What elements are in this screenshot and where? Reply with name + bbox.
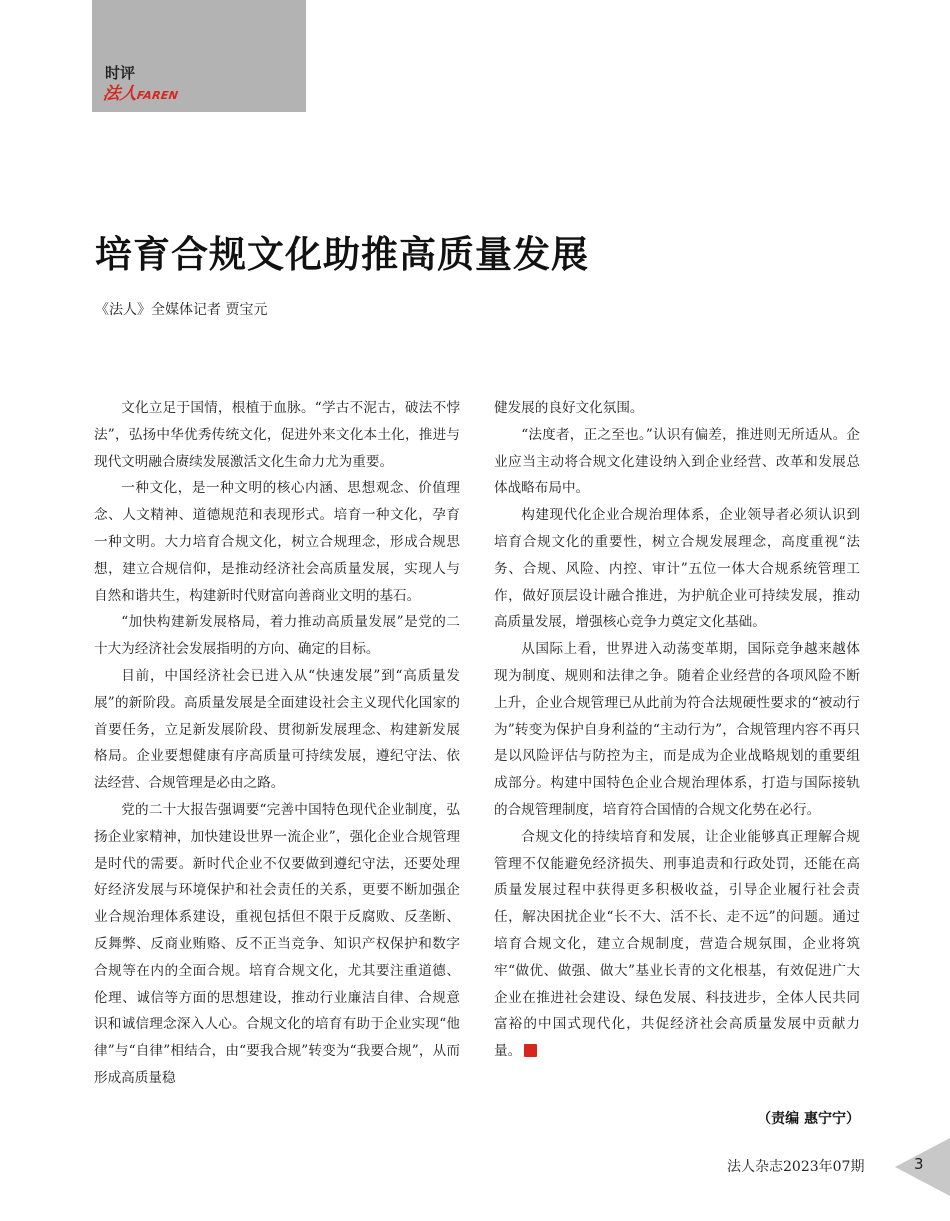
editor-credit: （责编 惠宁宁） xyxy=(757,1111,860,1127)
paragraph-continuation: 健发展的良好文化氛围。 xyxy=(494,400,644,416)
paragraph: 从国际上看，世界进入动荡变革期，国际竞争越来越体现为制度、规则和法律之争。随着企业经营的各项风险不断上升，企业合规管理已从此前为符合法规硬性要求的“被动行为”转变为保护自身利益的“主动行为”，合规管理内容不再只是以风险评估与防控为主，而是成为企业战略规划的重要组成部分。构建中国特色企业合规治理体系，打造与国际接轨的合规管理制度，培育符合国情的合规文化势在必行。 xyxy=(494,641,860,818)
paragraph: 构建现代化企业合规治理体系，企业领导者必须认识到培育合规文化的重要性，树立合规发展理念，高度重视“法务、合规、风险、内控、审计”五位一体大合规系统管理工作，做好顶层设计融合推进，为护航企业可持续发展，推动高质量发展，增强核心竞争力奠定文化基础。 xyxy=(494,507,860,631)
left-column xyxy=(94,395,460,1092)
paragraph: 一种文化，是一种文明的核心内涵、思想观念、价值理念、人文精神、道德规范和表现形式。培育一种文化，孕育一种文明。大力培育合规文化，树立合规理念，形成合规思想，建立合规信仰，是推动经济社会高质量发展，实现人与自然和谐共生，构建新时代财富向善商业文明的基石。 xyxy=(94,480,460,604)
paragraph: “加快构建新发展格局，着力推动高质量发展”是党的二十大为经济社会发展指明的方向、确定的目标。 xyxy=(94,614,460,658)
logo-cn-text: 法人 xyxy=(101,84,139,104)
paragraph: 目前，中国经济社会已进入从“快速发展”到“高质量发展”的新阶段。高质量发展是全面建设社会主义现代化国家的首要任务，立足新发展阶段、贯彻新发展理念、构建新发展格局。企业要想健康有序高质量可持续发展，遵纪守法、依法经营、合规管理是必由之路。 xyxy=(94,667,460,792)
last-paragraph xyxy=(494,824,860,1065)
faren-logo xyxy=(102,86,180,103)
footer-issue: 法人杂志2023年07期 xyxy=(727,1159,865,1175)
header-block xyxy=(92,0,306,112)
article-title: 培育合规文化助推高质量发展 xyxy=(95,233,589,276)
section-label: 时评 xyxy=(105,64,136,82)
logo-en-text: FAREN xyxy=(135,89,180,102)
paragraph-text: 合规文化的持续培育和发展，让企业能够真正理解合规管理不仅能避免经济损失、刑事追责和行政处罚，还能在高质量发展过程中获得更多积极收益，引导企业履行社会责任，解决困扰企业“长不大、活不长、走不远”的问题。通过培育合规文化，建立合规制度，营造合规氛围，企业将筑牢“做优、做强、做大”基业长青的文化根基，有效促进广大企业在推进社会建设、绿色发展、科技进步，全体人民共同富裕的中国式现代化，共促经济社会高质量发展中贡献力量。 xyxy=(494,828,860,1060)
paragraph: “法度者，正之至也。”认识有偏差，推进则无所适从。企业应当主动将合规文化建设纳入到企业经营、改革和发展总体战略布局中。 xyxy=(494,426,860,497)
end-mark-icon xyxy=(524,1044,537,1057)
paragraph: 文化立足于国情，根植于血脉。“学古不泥古，破法不悖法”，弘扬中华优秀传统文化，促进外来文化本土化，推进与现代文明融合赓续发展激活文化生命力尤为重要。 xyxy=(94,400,460,470)
right-column xyxy=(494,395,860,1065)
paragraph: 党的二十大报告强调要“完善中国特色现代企业制度，弘扬企业家精神，加快建设世界一流企业”，强化企业合规管理是时代的需要。新时代企业不仅要做到遵纪守法，还要处理好经济发展与环境保护和社会责任的关系，更要不断加强企业合规治理体系建设，重视包括但不限于反腐败、反垄断、反舞弊、反商业贿赂、反不正当竞争、知识产权保护和数字合规等在内的全面合规。培育合规文化，尤其要注重道德、伦理、诚信等方面的思想建设，推动行业廉洁自律、合规意识和诚信理念深入人心。合规文化的培育有助于企业实现“他律”与“自律”相结合，由“要我合规”转变为“我要合规”，从而形成高质量稳 xyxy=(94,801,460,1086)
article-byline: 《法人》全媒体记者 贾宝元 xyxy=(95,302,268,318)
page-number: 3 xyxy=(914,1155,924,1173)
